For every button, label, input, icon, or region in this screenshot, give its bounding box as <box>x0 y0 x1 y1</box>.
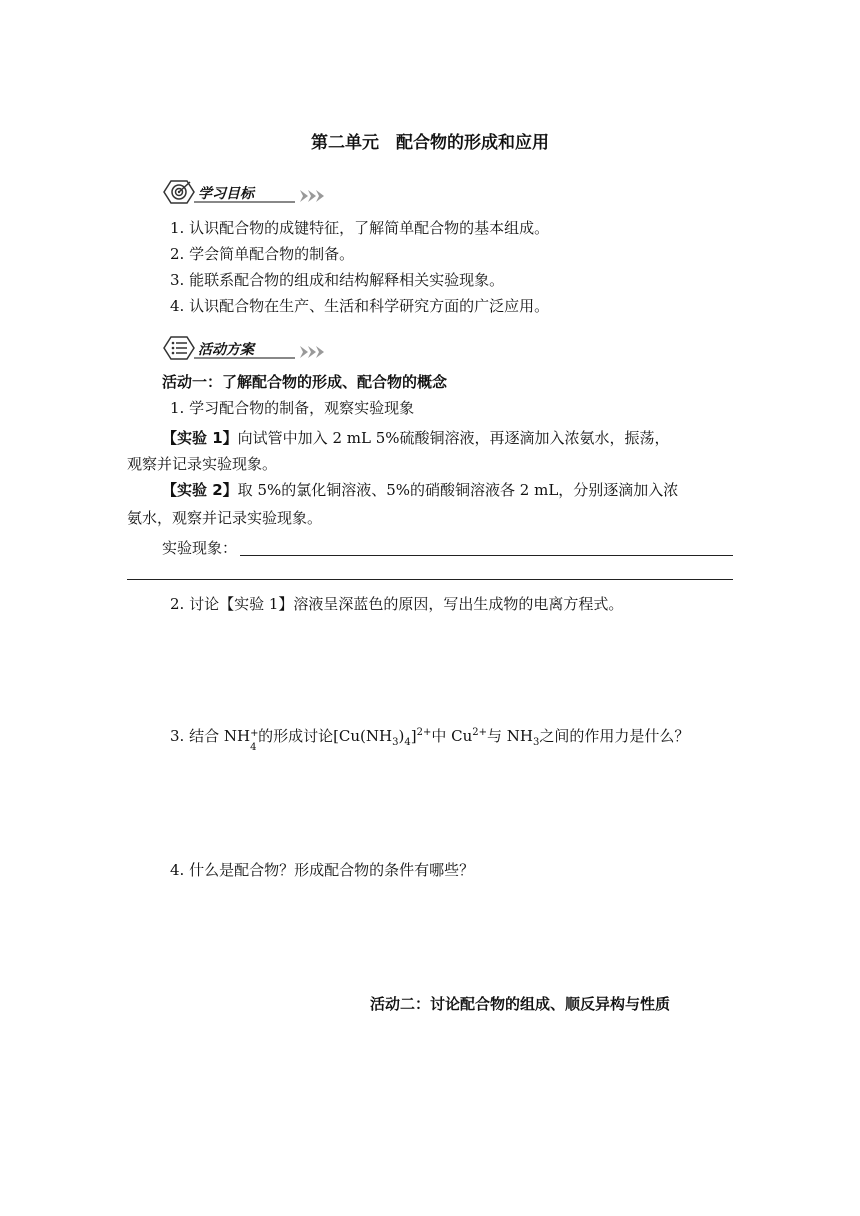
experiment2-line1: 取 5%的氯化铜溶液、5%的硝酸铜溶液各 2 mL，分别逐滴加入浓 <box>237 481 679 499</box>
item3-text: ) <box>398 727 405 745</box>
ammonium-charge <box>250 728 259 753</box>
subscript: 3 <box>532 737 540 748</box>
plan-badge-label: 活动方案 <box>198 342 254 358</box>
experiment1-text <box>162 426 670 450</box>
experiment1-label: 【实验 1】 <box>162 429 238 447</box>
activity2-heading: 活动二：讨论配合物的组成、顺反异构与性质 <box>370 995 671 1013</box>
activity1-heading: 活动一：了解配合物的形成、配合物的概念 <box>162 373 448 391</box>
item3-text: 之间的作用力是什么？ <box>539 727 690 745</box>
subscript: 4 <box>404 737 411 748</box>
item3-text: 中 Cu <box>431 727 473 745</box>
activity1-item2: 2. 讨论【实验 1】溶液呈深蓝色的原因，写出生成物的电离方程式。 <box>170 595 624 613</box>
experiment2-line2: 氨水，观察并记录实验现象。 <box>127 509 323 527</box>
ammonium-sub: 4 <box>250 742 257 753</box>
goals-badge-label: 学习目标 <box>198 186 254 202</box>
page-title: 第二单元 配合物的形成和应用 <box>311 133 549 153</box>
subscript: 3 <box>392 737 399 748</box>
goals-badge <box>160 178 335 206</box>
goal-item: 2. 学会简单配合物的制备。 <box>170 245 355 263</box>
superscript: 2+ <box>416 727 432 738</box>
goal-item: 4. 认识配合物在生产、生活和科学研究方面的广泛应用。 <box>170 297 550 315</box>
activity1-item4: 4. 什么是配合物？形成配合物的条件有哪些？ <box>170 861 475 879</box>
superscript: 2+ <box>472 727 487 738</box>
experiment1-line1: 向试管中加入 2 mL 5%硫酸铜溶液，再逐滴加入浓氨水，振荡， <box>237 429 670 447</box>
item3-text: 3. 结合 NH <box>170 727 251 745</box>
answer-line <box>127 579 733 580</box>
phenomenon-label: 实验现象： <box>162 539 238 557</box>
experiment2-text <box>162 478 678 502</box>
activity1-item1: 1. 学习配合物的制备，观察实验现象 <box>170 399 415 417</box>
experiment1-line2: 观察并记录实验现象。 <box>127 455 278 473</box>
experiment2-label: 【实验 2】 <box>162 481 238 499</box>
goal-item: 3. 能联系配合物的组成和结构解释相关实验现象。 <box>170 271 505 289</box>
activity1-item3 <box>170 724 690 753</box>
answer-line <box>240 555 733 556</box>
ammonium-sup: + <box>250 728 259 739</box>
item3-text: ] <box>410 727 417 745</box>
item3-text: 与 NH <box>487 727 533 745</box>
goal-item: 1. 认识配合物的成键特征，了解简单配合物的基本组成。 <box>170 219 550 237</box>
item3-text: 的形成讨论[Cu(NH <box>258 727 393 745</box>
plan-badge <box>160 334 335 362</box>
